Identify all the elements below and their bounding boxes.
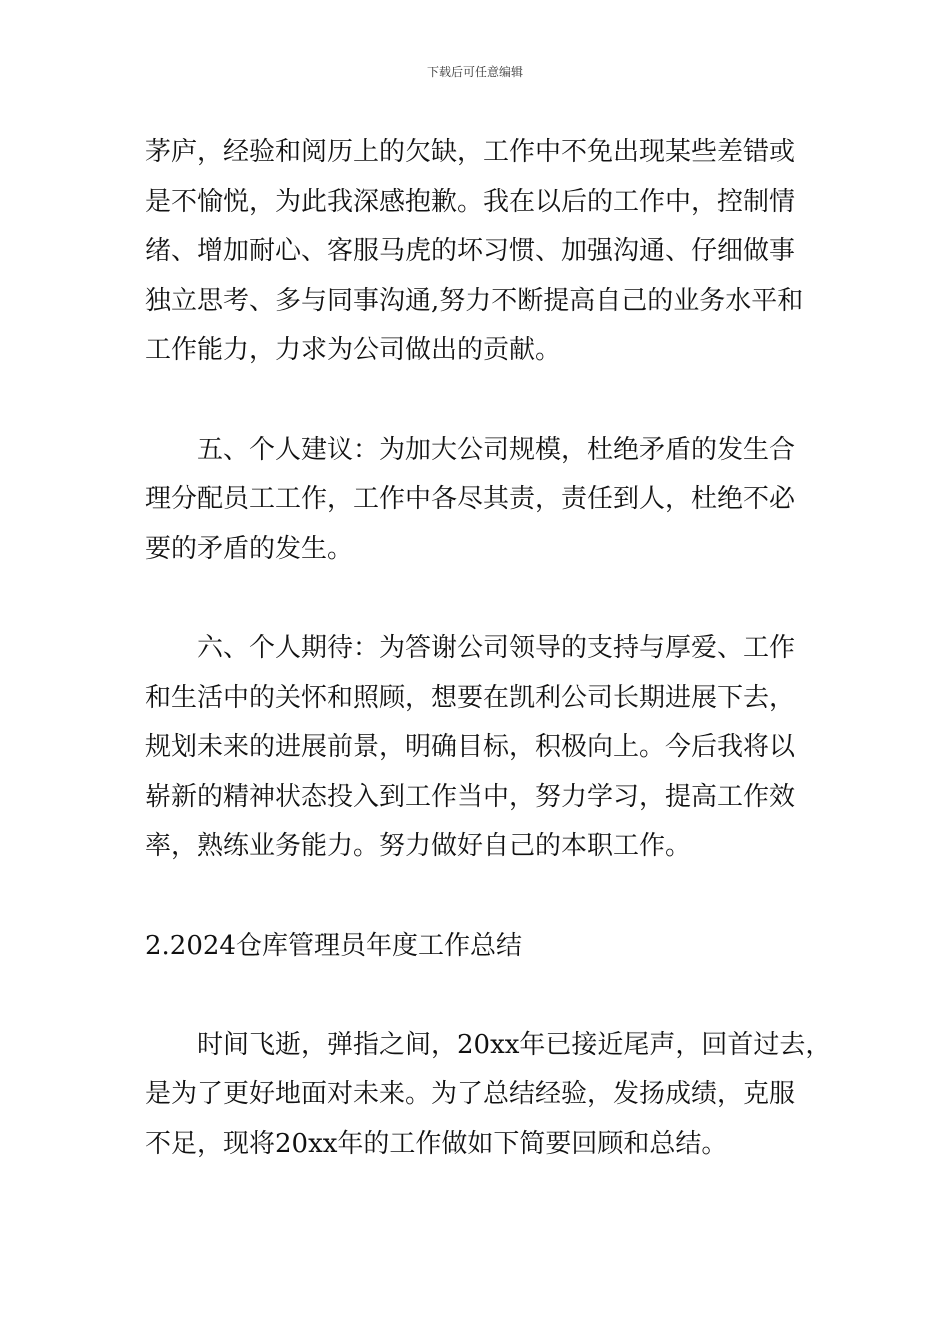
text-line: 五、个人建议：为加大公司规模，杜绝矛盾的发生合: [197, 434, 796, 465]
text-line: 是不愉悦，为此我深感抱歉。我在以后的工作中，控制情: [145, 186, 796, 217]
text-line: 规划未来的进展前景，明确目标，积极向上。今后我将以: [145, 732, 796, 763]
paragraph-gap: [145, 574, 825, 624]
document-body: [145, 128, 832, 1169]
text-line: 不足，现将20xx年的工作做如下简要回顾和总结。: [145, 1128, 728, 1159]
text-line: 时间飞逝，弹指之间，20xx年已接近尾声，回首过去，: [197, 1029, 832, 1060]
heading-text: 2.2024仓库管理员年度工作总结: [145, 930, 522, 961]
text-line: 茅庐，经验和阅历上的欠缺，工作中不免出现某些差错或: [145, 137, 796, 167]
text-line: 六、个人期待：为答谢公司领导的支持与厚爱、工作: [197, 632, 796, 663]
text-line: 和生活中的关怀和照顾，想要在凯利公司长期进展下去，: [145, 682, 796, 713]
paragraph-gap: [145, 971, 825, 1021]
paragraph-work-reflection: [145, 128, 825, 376]
paragraph-annual-summary-intro: [145, 1021, 832, 1170]
text-line: 独立思考、多与同事沟通,努力不断提高自己的业务水平和: [145, 285, 804, 316]
text-line: 崭新的精神状态投入到工作当中，努力学习，提高工作效: [145, 781, 796, 812]
page-header: 下载后可任意编辑: [426, 65, 523, 79]
paragraph-personal-suggestion: [145, 426, 825, 575]
section-heading: [145, 922, 825, 972]
text-line: 理分配员工工作，工作中各尽其责，责任到人，杜绝不必: [145, 484, 796, 515]
paragraph-gap: [145, 872, 825, 922]
text-line: 要的矛盾的发生。: [145, 533, 354, 564]
paragraph-gap: [145, 376, 825, 426]
text-line: 绪、增加耐心、客服马虎的坏习惯、加强沟通、仔细做事: [145, 236, 796, 267]
text-line: 是为了更好地面对未来。为了总结经验，发扬成绩，克服: [145, 1079, 796, 1110]
text-line: 工作能力，力求为公司做出的贡献。: [145, 335, 562, 366]
text-line: 率，熟练业务能力。努力做好自己的本职工作。: [145, 831, 692, 862]
paragraph-personal-expectation: [145, 624, 825, 872]
